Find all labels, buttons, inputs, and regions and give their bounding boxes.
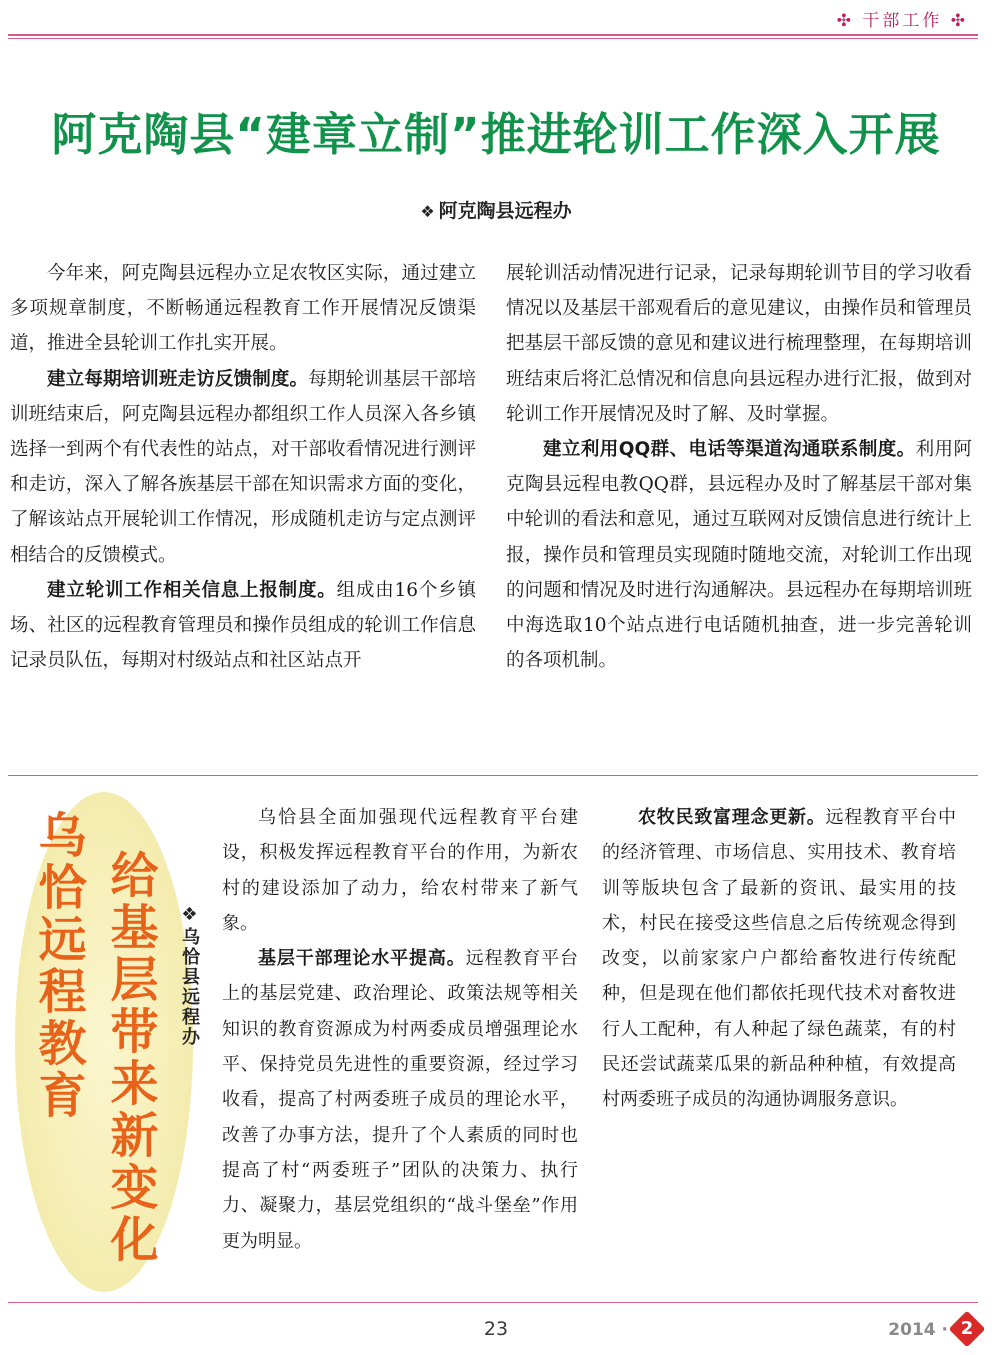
paragraph-continued: 展轮训活动情况进行记录，记录每期轮训节目的学习收看情况以及基层干部观看后的意见建议，由操作员和管理员把基层干部反馈的意见和建议进行梳理整理，在每期培训班结束后将汇总情况和信息向县远程办进行汇报，做到对轮训工作开展情况及时了解、及时掌握。 [506, 263, 972, 425]
top-divider [8, 34, 978, 39]
paragraph-body: 远程教育平台中的经济管理、市场信息、实用技术、教育培训等版块包含了最新的资讯、最实用的技术，村民在接受这些信息之后传统观念得到改变，以前家家户户都给畜牧进行传统配种，但是现在他们都依托现代技术对畜牧进行人工配种，有人种起了绿色蔬菜，有的村民还尝试蔬菜瓜果的新品种种植，有效提高村两委班子成员的沟通协调服务意识。 [602, 807, 956, 1111]
paragraph-lead: 农牧民致富理念更新。 [638, 807, 826, 828]
article2-column-left [222, 800, 578, 1259]
section-tag: ✣ 干部工作 ✣ [836, 11, 968, 31]
paragraph [10, 362, 476, 573]
paragraph-lead: 基层干部理论水平提高。 [258, 948, 466, 970]
paragraph-body: 每期轮训基层干部培训班结束后，阿克陶县远程办都组织工作人员深入各乡镇选择一到两个有代表性的站点，对干部收看情况进行测评和走访，深入了解各族基层干部在知识需求方面的变化，了解该站点开展轮训工作情况，形成随机走访与定点测评相结合的反馈模式。 [10, 368, 476, 566]
article-divider [8, 775, 978, 776]
issue-number: 2 [960, 1318, 974, 1339]
diamond-icon: ❖ [420, 202, 435, 221]
article-byline [0, 196, 992, 223]
paragraph [222, 941, 578, 1259]
paragraph-lead: 建立轮训工作相关信息上报制度。 [47, 579, 337, 601]
article-column-right [506, 256, 972, 678]
article-title: 阿克陶县“建章立制”推进轮训工作深入开展 [51, 108, 941, 161]
article2-byline [176, 904, 202, 1047]
diamond-icon: ❖ [179, 904, 200, 927]
issue-badge [949, 1311, 986, 1348]
article-column-left [10, 256, 476, 678]
article2-title-part2: 给基层带来新变化 [102, 850, 158, 1266]
paragraph-body-part1: 组成由16个乡镇场、社区的远程教育管理员和操作员组成的轮训工作信息记录员队伍，每期对村级站点和社区站点开 [10, 579, 476, 672]
paragraph [506, 432, 972, 678]
paragraph-lead: 建立利用QQ群、电话等渠道沟通联系制度。 [543, 439, 916, 461]
paragraph [602, 800, 956, 1118]
page-number: 23 [483, 1318, 509, 1340]
byline-text: 乌恰县远程办 [179, 927, 200, 1047]
paragraph-body: 利用阿克陶县远程电教QQ群，县远程办及时了解基层干部对集中轮训的看法和意见，通过互联网对反馈信息进行统计上报，操作员和管理员实现随时随地交流，对轮训工作出现的问题和情况及时进行沟通解决。县远程办在每期培训班中海选取10个站点进行电话随机抽查，进一步完善轮训的各项机制。 [506, 439, 972, 672]
paragraph-body-part1: 远程教育平台上的基层党建、政治理论、政策法规等相关知识的教育资源成为村两委成员增强理论水平、保持党员先进性的重要资源，经过学习收看，提高了村两委班子成员的理论水平，改善了办事方法，提升了个人素质的同时也提高了村“两委班子”团队的决策力、执行力、凝聚力，基层党组织的“战斗堡垒”作用更为明显。 [222, 948, 578, 1252]
article2-column-right [602, 800, 956, 1118]
footer-divider [8, 1302, 978, 1303]
byline-text: 阿克陶县远程办 [438, 200, 572, 222]
paragraph: 乌恰县全面加强现代远程教育平台建设，积极发挥远程教育平台的作用，为新农村的建设添加了动力，给农村带来了新气象。 [222, 807, 578, 934]
article2-title-part1: 乌恰远程教育 [30, 810, 86, 1122]
paragraph: 今年来，阿克陶县远程办立足农牧区实际，通过建立多项规章制度，不断畅通远程教育工作开展情况反馈渠道，推进全县轮训工作扎实开展。 [10, 263, 476, 355]
issue-year: 2014 · [888, 1320, 948, 1340]
paragraph-lead: 建立每期培训班走访反馈制度。 [47, 368, 309, 390]
paragraph [10, 573, 476, 679]
